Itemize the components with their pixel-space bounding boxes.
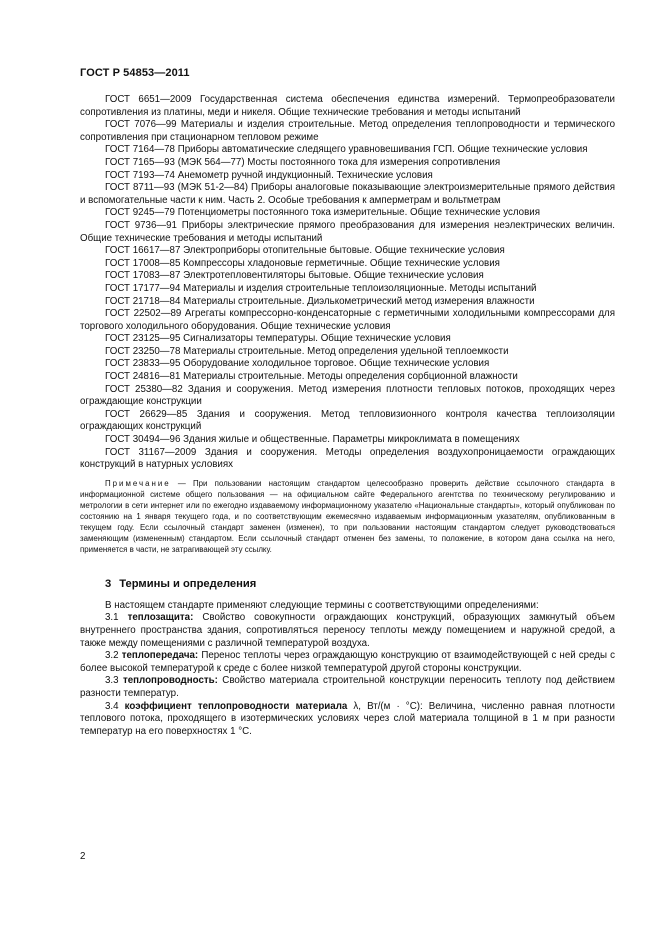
reference-item: ГОСТ 9245—79 Потенциометры постоянного тока измерительные. Общие технические условия (105, 207, 541, 219)
page-number: 2 (80, 851, 86, 862)
reference-item: ГОСТ 30494—96 Здания жилые и общественные. Параметры микроклимата в помещениях (105, 434, 520, 446)
term-name: теплопередача: (121, 650, 199, 662)
term-number: 3.3 (105, 675, 119, 687)
term-text: Свойство совокупности ограждающих конструкций, образующих замкнутый объем внутреннего пространства здания, сопротивляться переносу теплоты между помещением и наружной средой, а также между помещениями с различной температурой воздуха. (80, 612, 615, 649)
reference-item: ГОСТ 16617—87 Электроприборы отопительные бытовые. Общие технические условия (105, 245, 505, 257)
term-number: 3.1 (105, 612, 119, 624)
term-definition (80, 650, 615, 675)
term-definition (80, 701, 615, 739)
page-content (80, 94, 615, 738)
term-text: Свойство материала строительной конструкции переносить теплоту под действием разности температур. (80, 675, 615, 699)
reference-item: ГОСТ 22502—89 Агрегаты компрессорно-конденсаторные с герметичными холодильными компрессорами для торгового холодильного оборудования. Общие технические условия (80, 308, 615, 332)
section-title: Термины и определения (119, 577, 257, 590)
reference-note (80, 478, 615, 555)
reference-item: ГОСТ 6651—2009 Государственная система обеспечения единства измерений. Термопреобразователи сопротивления из платины, меди и никеля. Общие технические требования и методы испытаний (80, 94, 615, 118)
document-header: ГОСТ Р 54853—2011 (80, 67, 190, 79)
section-heading (105, 578, 615, 590)
term-name: теплозащита: (127, 612, 194, 624)
reference-item: ГОСТ 23125—95 Сигнализаторы температуры. Общие технические условия (105, 333, 451, 345)
reference-item: ГОСТ 24816—81 Материалы строительные. Методы определения сорбционной влажности (105, 371, 518, 383)
reference-item: ГОСТ 17008—85 Компрессоры хладоновые герметичные. Общие технические условия (105, 257, 500, 269)
term-text: λ, Вт/(м · °С): Величина, численно равная плотности теплового потока, проходящего в изотермических условиях через слой материала толщиной в 1 м при разности температур на его поверхностях 1 °С. (80, 700, 615, 737)
reference-item: ГОСТ 7076—99 Материалы и изделия строительные. Метод определения теплопроводности и термического сопротивления при стационарном тепловом режиме (80, 119, 615, 143)
term-text: Перенос теплоты через ограждающую конструкцию от взаимодействующей с ней среды с более высокой температурой к среде с более низкой температурой другой стороны конструкции. (80, 650, 615, 674)
reference-item: ГОСТ 25380—82 Здания и сооружения. Метод измерения плотности тепловых потоков, проходящих через ограждающие конструкции (80, 383, 615, 408)
reference-item: ГОСТ 7193—74 Анемометр ручной индукционный. Технические условия (105, 169, 433, 181)
section-intro: В настоящем стандарте применяют следующие термины с соответствующими определениями: (105, 599, 539, 611)
reference-item: ГОСТ 23250—78 Материалы строительные. Метод определения удельной теплоемкости (105, 345, 509, 357)
term-definition (80, 675, 615, 700)
reference-item: ГОСТ 31167—2009 Здания и сооружения. Методы определения воздухопроницаемости ограждающих конструкций в натурных условиях (80, 446, 615, 471)
section-number: 3 (105, 577, 112, 590)
reference-item: ГОСТ 23833—95 Оборудование холодильное торговое. Общие технические условия (105, 358, 490, 370)
term-name: коэффициент теплопроводности материала (124, 700, 348, 712)
reference-item: ГОСТ 21718—84 Материалы строительные. Диэлькометрический метод измерения влажности (105, 295, 535, 307)
reference-item: ГОСТ 7164—78 Приборы автоматические следящего уравновешивания ГСП. Общие технические условия (105, 144, 588, 156)
term-name: теплопроводность: (122, 675, 218, 687)
reference-item: ГОСТ 17083—87 Электротепловентиляторы бытовые. Общие технические условия (105, 270, 484, 282)
reference-item: ГОСТ 9736—91 Приборы электрические прямого преобразования для измерения неэлектрических величин. Общие технические требования и методы испытаний (80, 219, 615, 244)
reference-item: ГОСТ 17177—94 Материалы и изделия строительные теплоизоляционные. Методы испытаний (105, 282, 537, 294)
reference-item: ГОСТ 26629—85 Здания и сооружения. Метод тепловизионного контроля качества теплоизоляции ограждающих конструкций (80, 408, 615, 433)
term-definition (80, 612, 615, 650)
reference-item: ГОСТ 8711—93 (МЭК 51-2—84) Приборы аналоговые показывающие электроизмерительные прямого действия и вспомогательные части к ним. Часть 2. Особые требования к амперметрам и вольтметрам (80, 182, 615, 206)
note-text: — При пользовании настоящим стандартом целесообразно проверить действие ссылочного стандарта в информационной системе общего пользования — на официальном сайте Федерального агентства по техническому регулированию и метрологии в сети интернет или по ежегодно издаваемому информационному указателю «Национальные стандарты», который опубликован по состоянию на 1 января текущего года, и по соответствующим ежемесячно издаваемым информационным указателям, опубликованным в текущем году. Если ссылочный стандарт заменен (изменен), то при пользовании настоящим стандартом следует руководствоваться заменяющим (измененным) стандартом. Если ссылочный стандарт отменен без замены, то положение, в котором дана ссылка на него, применяется в части, не затрагивающей эту ссылку. (80, 478, 615, 554)
reference-item: ГОСТ 7165—93 (МЭК 564—77) Мосты постоянного тока для измерения сопротивления (105, 156, 501, 168)
note-label: Примечание (105, 478, 171, 488)
reference-list (80, 94, 615, 472)
term-number: 3.2 (105, 650, 119, 662)
term-number: 3.4 (105, 700, 119, 712)
